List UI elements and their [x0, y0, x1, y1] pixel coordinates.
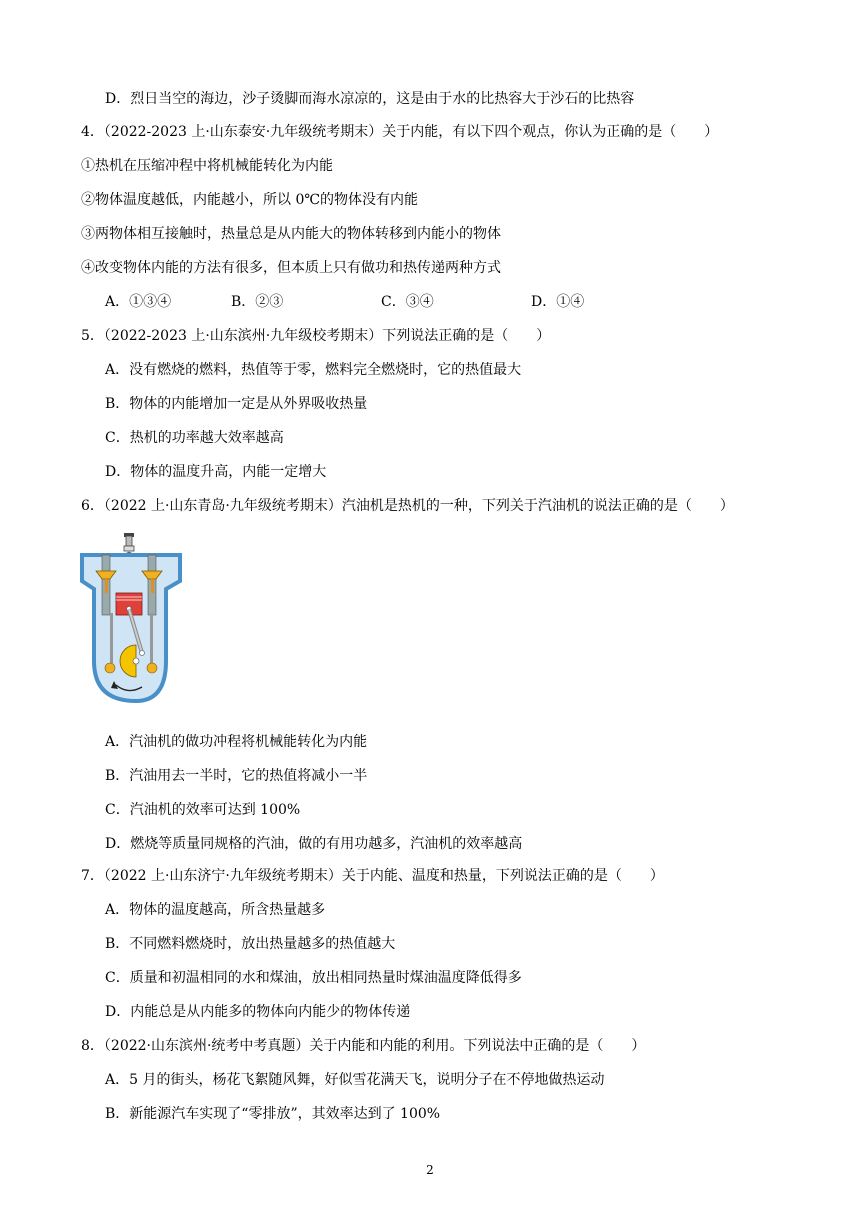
- q6-option-a: A．汽油机的做功冲程将机械能转化为内能: [105, 734, 368, 750]
- q5-option-a: A．没有燃烧的燃料，热值等于零，燃料完全燃烧时，它的热值最大: [105, 362, 522, 378]
- q7-stem: 7．（2022 上·山东济宁·九年级统考期末）关于内能、温度和热量，下列说法正确的是（ ）: [81, 868, 664, 884]
- q4-statement-2: ②物体温度越低，内能越小，所以 0℃的物体没有内能: [81, 192, 419, 208]
- gasoline-engine-diagram: [80, 533, 192, 713]
- q3-option-d: D．烈日当空的海边，沙子烫脚而海水凉凉的，这是由于水的比热容大于沙石的比热容: [105, 91, 635, 107]
- q4-statement-3: ③两物体相互接触时，热量总是从内能大的物体转移到内能小的物体: [81, 226, 501, 242]
- q7-option-b: B．不同燃料燃烧时，放出热量越多的热值越大: [105, 936, 396, 952]
- q6-option-c: C．汽油机的效率可达到 100%: [105, 802, 301, 818]
- page-number: 2: [426, 1163, 434, 1177]
- q7-option-c: C．质量和初温相同的水和煤油，放出相同热量时煤油温度降低得多: [105, 970, 522, 986]
- q4-stem: 4．（2022-2023 上·山东泰安·九年级统考期末）关于内能，有以下四个观点，你认为正确的是（ ）: [81, 124, 719, 140]
- q5-option-d: D．物体的温度升高，内能一定增大: [105, 464, 327, 480]
- q8-option-b: B．新能源汽车实现了“零排放”，其效率达到了 100%: [105, 1106, 441, 1122]
- q5-stem: 5．（2022-2023 上·山东滨州·九年级校考期末）下列说法正确的是（ ）: [81, 328, 551, 344]
- q6-stem: 6．（2022 上·山东青岛·九年级统考期末）汽油机是热机的一种，下列关于汽油机的说法正确的是（ ）: [81, 498, 734, 514]
- q4-statement-4: ④改变物体内能的方法有很多，但本质上只有做功和热传递两种方式: [81, 260, 501, 276]
- q7-option-d: D．内能总是从内能多的物体向内能少的物体传递: [105, 1004, 411, 1020]
- q8-stem: 8．（2022·山东滨州·统考中考真题）关于内能和内能的利用。下列说法中正确的是（ ）: [81, 1038, 646, 1054]
- q4-option-c: C．③④: [381, 294, 434, 310]
- q8-option-a: A．5 月的街头，杨花飞絮随风舞，好似雪花满天飞，说明分子在不停地做热运动: [105, 1072, 605, 1088]
- q4-statement-1: ①热机在压缩冲程中将机械能转化为内能: [81, 158, 333, 174]
- q5-option-c: C．热机的功率越大效率越高: [105, 430, 284, 446]
- q6-option-b: B．汽油用去一半时，它的热值将减小一半: [105, 768, 368, 784]
- q4-option-b: B．②③: [231, 294, 284, 310]
- q4-option-a: A．①③④: [105, 294, 172, 310]
- q4-option-d: D．①④: [531, 294, 585, 310]
- q5-option-b: B．物体的内能增加一定是从外界吸收热量: [105, 396, 368, 412]
- q7-option-a: A．物体的温度越高，所含热量越多: [105, 902, 326, 918]
- q6-option-d: D．燃烧等质量同规格的汽油，做的有用功越多，汽油机的效率越高: [105, 836, 523, 852]
